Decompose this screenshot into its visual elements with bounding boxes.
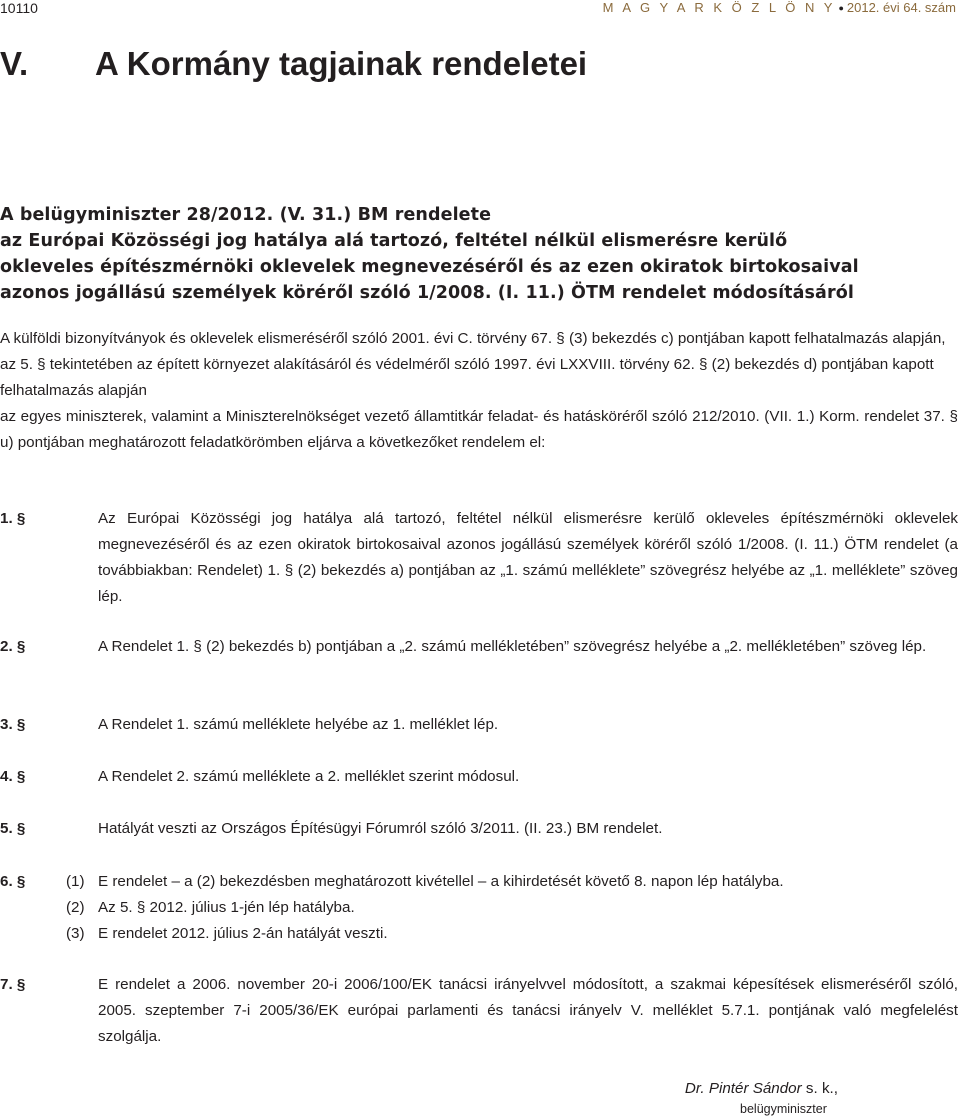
section-text: Az Európai Közösségi jog hatálya alá tartozó, feltétel nélkül elismerésre kerülő okleveles építészmérnöki oklevelek megnevezéséről és az ezen okiratok birtokosaival azonos jogállású személyek köréről szóló 1/2008. (I. 11.) ÖTM rendelet (a továbbiakban: Rendelet) 1. § (2) bekezdés a) pontjában az „1. számú melléklete” szövegrész helyébe az „1. melléklete” szöveg lép.	[98, 510, 958, 605]
preamble-paragraph: az 5. § tekintetében az épített környezet alakításáról és védelméről szóló 1997. évi LXXVIII. törvény 62. § (2) bekezdés d) pontjában kapott felhatalmazás alapján	[0, 356, 934, 399]
subsection-text: Az 5. § 2012. július 1-jén lép hatályba.	[98, 899, 355, 916]
section-number: 4. §	[0, 768, 26, 785]
subsection	[0, 869, 958, 895]
decree-title-line: azonos jogállású személyek köréről szóló 1/2008. (I. 11.) ÖTM rendelet módosításáról	[0, 283, 854, 303]
section-number: 2. §	[0, 638, 26, 655]
section-text: A Rendelet 1. § (2) bekezdés b) pontjában a „2. számú mellékletében” szövegrész helyébe a „2. mellékletében” szöveg lép.	[98, 638, 927, 655]
section-number: 1. §	[0, 510, 26, 527]
section-text: Hatályát veszti az Országos Építésügyi Fórumról szóló 3/2011. (II. 23.) BM rendelet.	[98, 820, 663, 837]
section-text: A Rendelet 2. számú melléklete a 2. melléklet szerint módosul.	[98, 768, 520, 785]
subsection-number: (2)	[66, 899, 85, 916]
preamble	[0, 326, 958, 456]
section-title: A Kormány tagjainak rendeletei	[95, 45, 588, 82]
section-text: E rendelet a 2006. november 20-i 2006/100/EK tanácsi irányelvvel módosított, a szakmai képesítések elismeréséről szóló, 2005. szeptember 7-i 2005/36/EK európai parlamenti és tanácsi irányelv V. melléklet 5.7.1. pontjának való megfelelést szolgálja.	[98, 976, 958, 1045]
section-number: 7. §	[0, 976, 26, 993]
journal-title: M A G Y A R K Ö Z L Ö N Y	[602, 0, 836, 15]
section-number: 5. §	[0, 820, 26, 837]
issue-number: 2012. évi 64. szám	[846, 0, 956, 15]
separator-dot-icon: ●	[838, 3, 844, 13]
decree-title-line: okleveles építészmérnöki oklevelek megnevezéséről és az ezen okiratok birtokosaival	[0, 257, 859, 277]
preamble-paragraph: az egyes miniszterek, valamint a Miniszterelnökséget vezető államtitkár feladat- és hatásköréről szóló 212/2010. (VII. 1.) Korm. rendelet 37. § u) pontjában meghatározott feladatkörömben eljárva a következőket rendelem el:	[0, 408, 958, 451]
signatory-role: belügyminiszter	[740, 1102, 827, 1116]
section-3	[0, 712, 958, 738]
section-5	[0, 816, 958, 842]
page-number: 10110	[0, 0, 38, 16]
preamble-paragraph: A külföldi bizonyítványok és oklevelek elismeréséről szóló 2001. évi C. törvény 67. § (3) bekezdés c) pontjában kapott felhatalmazás alapján,	[0, 330, 946, 347]
decree-title-line: az Európai Közösségi jog hatálya alá tartozó, feltétel nélkül elismerésre kerülő	[0, 231, 788, 251]
section-4	[0, 764, 958, 790]
decree-title	[0, 202, 940, 306]
subsection-text: E rendelet – a (2) bekezdésben meghatározott kivétellel – a kihirdetését követő 8. napon lép hatályba.	[98, 873, 784, 890]
section-number: 6. §	[0, 873, 26, 890]
subsection	[0, 921, 958, 947]
page-header	[0, 0, 960, 20]
subsection-number: (1)	[66, 873, 85, 890]
section-heading	[0, 44, 587, 84]
signatory-suffix: s. k.,	[801, 1080, 838, 1097]
section-2	[0, 634, 958, 660]
subsection-text: E rendelet 2012. július 2-án hatályát veszti.	[98, 925, 388, 942]
subsection-number: (3)	[66, 925, 85, 942]
journal-masthead	[603, 0, 956, 16]
signature-block	[685, 1078, 838, 1118]
section-text: A Rendelet 1. számú melléklete helyébe az 1. melléklet lép.	[98, 716, 499, 733]
section-number: 3. §	[0, 716, 26, 733]
section-1	[0, 506, 958, 610]
section-roman: V.	[0, 45, 29, 82]
decree-title-line: A belügyminiszter 28/2012. (V. 31.) BM rendelete	[0, 205, 492, 225]
section-6	[0, 869, 958, 947]
signatory-name: Dr. Pintér Sándor	[684, 1080, 802, 1097]
subsection	[0, 895, 958, 921]
section-7	[0, 972, 958, 1050]
